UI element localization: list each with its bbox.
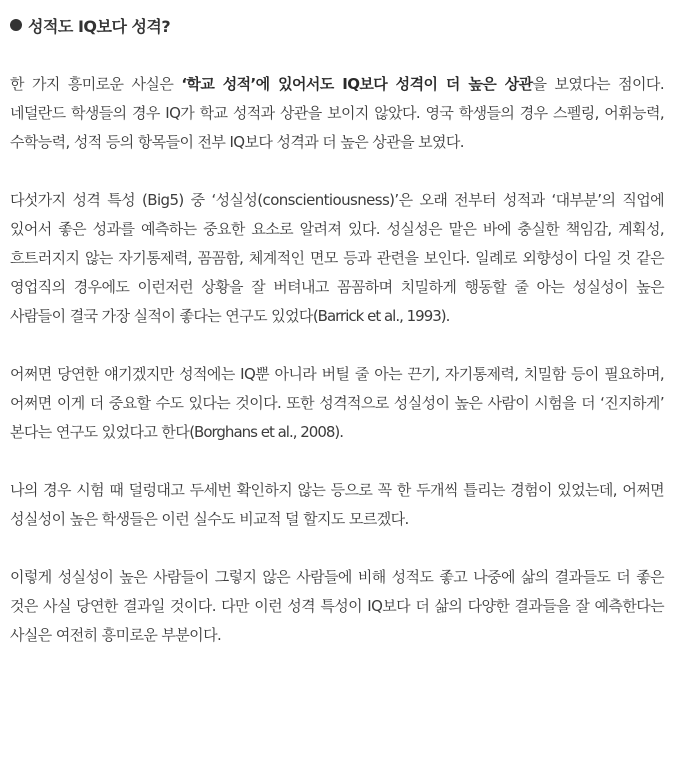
paragraph-3 [10,360,664,447]
paragraph-1-pre: 한 가지 흥미로운 사실은 [10,75,182,93]
paragraph-2-citation: (Barrick et al., 1993). [312,307,450,325]
paragraph-1-post: 을 보였다는 점이다. 네덜란드 학생들의 경우 IQ가 학교 성적과 상관을 보이지 않았다. 영국 학생들의 경우 스펠링, 어휘능력, 수학능력, 성적 등의 항목들이 전부 IQ보다 성격과 더 높은 상관을 보였다. [10,75,664,151]
paragraph-2 [10,186,664,331]
paragraph-5 [10,563,664,650]
paragraph-4-text: 나의 경우 시험 때 덜렁대고 두세번 확인하지 않는 등으로 꼭 한 두개씩 틀리는 경험이 있었는데, 어쩌면 성실성이 높은 학생들은 이런 실수도 비교적 덜 할지도 모르겠다. [10,481,664,528]
paragraph-3-citation: (Borghans et al., 2008). [189,423,344,441]
bullet-circle-icon [10,19,22,31]
paragraph-5-text: 이렇게 성실성이 높은 사람들이 그렇지 않은 사람들에 비해 성적도 좋고 나중에 삶의 결과들도 더 좋은 것은 사실 당연한 결과일 것이다. 다만 이런 성격 특성이 IQ보다 더 삶의 다양한 결과들을 잘 예측한다는 사실은 여전히 흥미로운 부분이다. [10,568,664,644]
section-heading [10,0,664,42]
paragraph-4 [10,476,664,534]
paragraph-1-emphasis: ‘학교 성적’에 있어서도 IQ보다 성격이 더 높은 상관 [181,75,533,93]
paragraph-3-text: 어쩌면 당연한 얘기겠지만 성적에는 IQ뿐 아니라 버틸 줄 아는 끈기, 자기통제력, 치밀함 등이 필요하며, 어쩌면 이게 더 중요할 수도 있다는 것이다. 또한 성격적으로 성실성이 높은 사람이 시험을 더 ‘진지하게’ 본다는 연구도 있었다고 한다 [10,365,664,441]
paragraph-2-text: 다섯가지 성격 특성 (Big5) 중 ‘성실성(conscientiousness)’은 오래 전부터 성적과 ‘대부분’의 직업에 있어서 좋은 성과를 예측하는 중요한 요소로 알려져 있다. 성실성은 맡은 바에 충실한 책임감, 계획성, 흐트러지지 않는 자기통제력, 꼼꼼함, 체계적인 면모 등과 관련을 보인다. 일례로 외향성이 다일 것 같은 영업직의 경우에도 이런저런 상황을 잘 버텨내고 꼼꼼하며 치밀하게 행동할 줄 아는 성실성이 높은 사람들이 결국 가장 실적이 좋다는 연구도 있었다 [10,191,664,325]
paragraph-1 [10,70,664,157]
heading-title: 성적도 IQ보다 성격? [28,16,171,36]
